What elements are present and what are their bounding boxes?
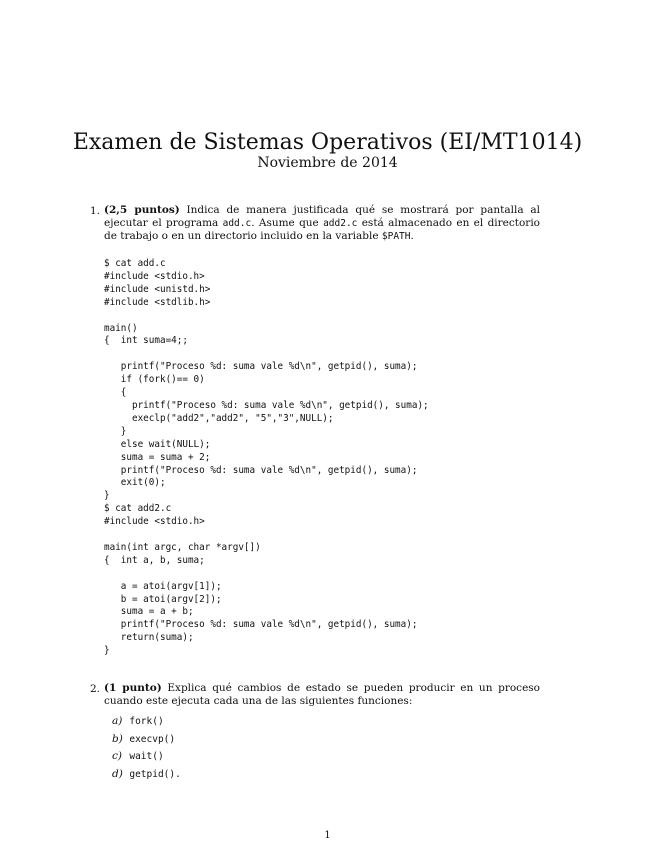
question-1-path-variable: $PATH: [381, 231, 411, 242]
code-listing: [104, 258, 429, 658]
code-line: }: [104, 490, 110, 502]
option-d: [112, 768, 181, 786]
code-line: #include <stdio.h>: [104, 270, 205, 282]
option-d-value: getpid().: [129, 768, 181, 780]
option-b-value: execvp(): [129, 733, 176, 745]
question-2-number: 2.: [90, 683, 101, 695]
code-line: a = atoi(argv[1]);: [104, 580, 222, 592]
option-a-label: a): [112, 715, 123, 727]
question-2-text: [104, 682, 540, 708]
code-line: #include <unistd.h>: [104, 283, 211, 295]
question-2-options: [112, 715, 181, 785]
code-line: execlp("add2","add2", "5","3",NULL);: [104, 412, 334, 424]
exam-date: Noviembre de 2014: [257, 155, 398, 171]
code-line: printf("Proceso %d: suma vale %d\n", getpid(), suma);: [104, 399, 429, 411]
question-1-text-d: .: [410, 230, 414, 242]
code-line: { int a, b, suma;: [104, 554, 205, 566]
question-1-points: (2,5 puntos): [104, 204, 180, 216]
option-d-label: d): [112, 767, 123, 780]
page-number: 1: [324, 830, 331, 841]
option-a: [112, 715, 181, 733]
question-1-text-a: Indica de manera justificada qué se mostrará por pantalla al ejecutar el programa: [104, 204, 540, 229]
question-1-text: [104, 204, 540, 243]
option-c-label: c): [112, 750, 122, 762]
question-2-points: (1 punto): [104, 682, 162, 694]
question-1-text-b: . Asume que: [251, 217, 324, 229]
code-line: { int suma=4;;: [104, 335, 188, 347]
code-line: #include <stdio.h>: [104, 516, 205, 528]
code-line: }: [104, 425, 127, 437]
question-1-file-add2: add2.c: [323, 218, 358, 229]
code-line: {: [104, 387, 127, 399]
code-line: main(): [104, 322, 138, 334]
question-1-text-c: está almacenado en el directorio de trabajo o en un directorio incluido en la variable: [104, 217, 540, 242]
code-line: if (fork()== 0): [104, 374, 205, 386]
code-line: printf("Proceso %d: suma vale %d\n", getpid(), suma);: [104, 619, 418, 631]
code-line: suma = suma + 2;: [104, 451, 211, 463]
option-a-value: fork(): [129, 716, 164, 727]
code-line: b = atoi(argv[2]);: [104, 593, 222, 605]
option-b: [112, 733, 181, 751]
code-line: suma = a + b;: [104, 606, 194, 618]
code-line: $ cat add.c: [104, 258, 166, 269]
code-line: }: [104, 645, 110, 657]
option-b-label: b): [112, 732, 123, 745]
option-c: [112, 750, 181, 768]
code-line: #include <stdlib.h>: [104, 296, 211, 308]
option-c-value: wait(): [129, 751, 164, 762]
question-1-number: 1.: [90, 205, 101, 217]
exam-title: Examen de Sistemas Operativos (EI/MT1014): [72, 130, 583, 155]
code-line: else wait(NULL);: [104, 438, 211, 450]
code-line: printf("Proceso %d: suma vale %d\n", getpid(), suma);: [104, 361, 418, 373]
code-line: exit(0);: [104, 477, 166, 489]
code-line: $ cat add2.c: [104, 503, 172, 515]
question-2-body: Explica qué cambios de estado se pueden producir en un proceso cuando este ejecuta cada una de las siguientes funciones:: [104, 682, 540, 707]
code-line: return(suma);: [104, 632, 194, 644]
question-1-file-add: add.c: [222, 218, 252, 229]
code-line: main(int argc, char *argv[]): [104, 541, 261, 553]
code-line: printf("Proceso %d: suma vale %d\n", getpid(), suma);: [104, 464, 418, 476]
